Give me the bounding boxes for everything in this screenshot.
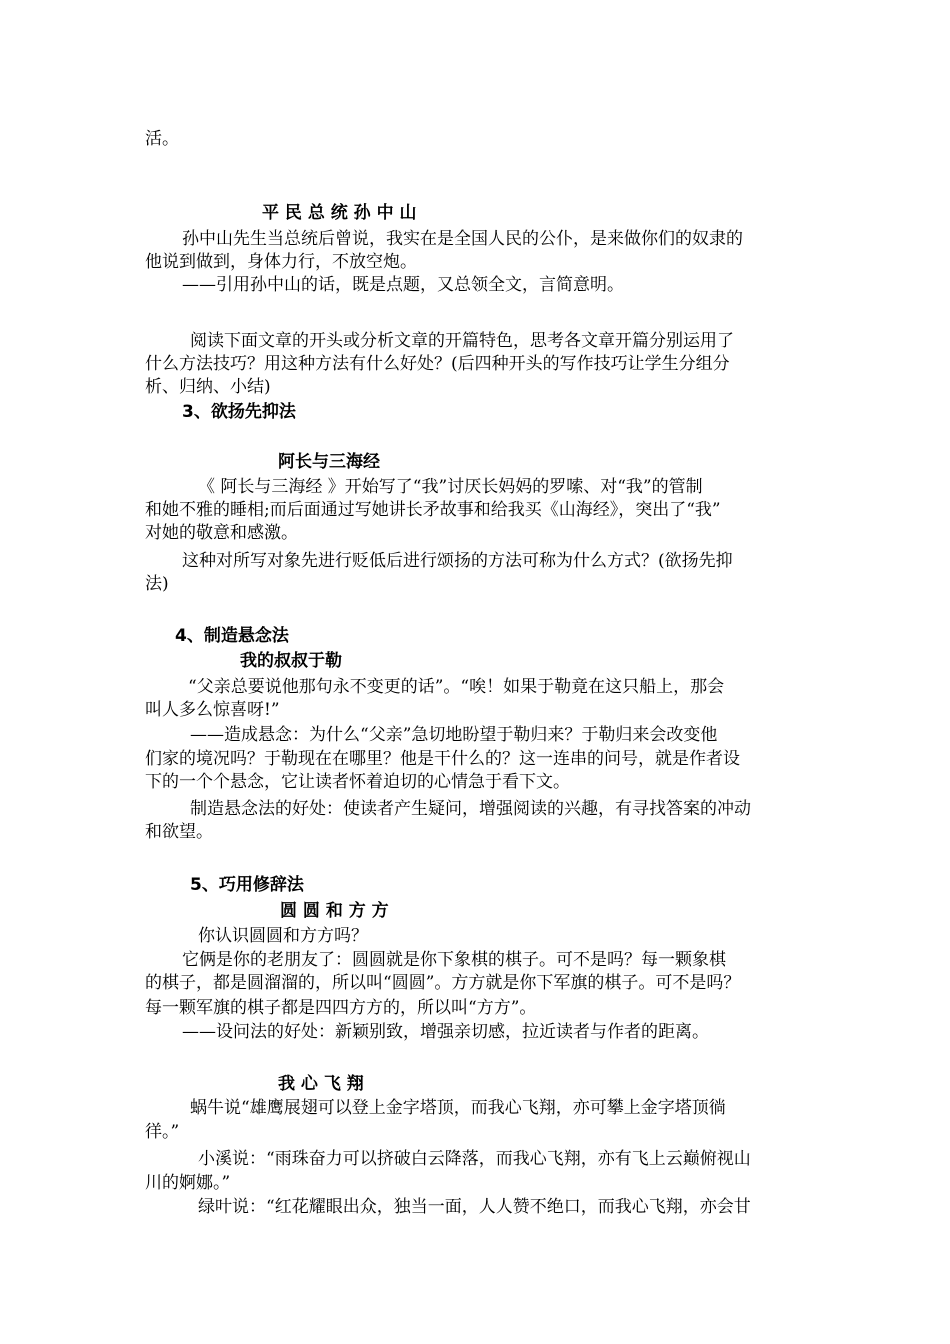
section-5-note: ——设问法的好处：新颖别致，增强亲切感，拉近读者与作者的距离。 — [182, 1022, 709, 1042]
section-5-title-1: 圆 圆 和 方 方 — [280, 901, 389, 921]
section-5-line: 的棋子，都是圆溜溜的，所以叫“圆圆”。方方就是你下军旗的棋子。可不是吗？ — [145, 973, 741, 993]
section-3-paragraph-line: 和她不雅的睡相;而后面通过写她讲长矛故事和给我买《山海经》，突出了“我” — [145, 500, 721, 520]
section-5-heading: 5、巧用修辞法 — [190, 875, 304, 895]
task-line: 析、归纳、小结) — [145, 377, 271, 397]
section-3-question-line: 这种对所写对象先进行贬低后进行颂扬的方法可称为什么方式？(欲扬先抑 — [182, 551, 733, 571]
section-5-line: 每一颗军旗的棋子都是四四方方的，所以叫“方方”。 — [145, 998, 537, 1018]
section-5-title-2: 我 心 飞 翔 — [278, 1074, 364, 1094]
section-4-analysis-line: 下的一个个悬念，它让读者怀着迫切的心情急于看下文。 — [145, 772, 570, 792]
section-4-benefit-line: 制造悬念法的好处：使读者产生疑问，增强阅读的兴趣，有寻找答案的冲动 — [190, 799, 751, 819]
section-5-line: 它俩是你的老朋友了：圆圆就是你下象棋的棋子。可不是吗？每一颗象棋 — [182, 950, 726, 970]
section-4-quote-line: “父亲总要说他那句永不变更的话”。“唉！如果于勒竟在这只船上，那会 — [188, 677, 725, 697]
section-5-snail-line: 徉。” — [145, 1122, 180, 1142]
section-3-question-line: 法) — [145, 574, 169, 594]
section-5-leaf-line: 绿叶说：“红花耀眼出众，独当一面，人人赞不绝口，而我心飞翔，亦会甘 — [198, 1197, 751, 1217]
sun-paragraph-line: 他说到做到，身体力行，不放空炮。 — [145, 252, 417, 272]
section-4-heading: 4、制造悬念法 — [175, 626, 289, 646]
section-4-analysis-line: ——造成悬念：为什么“父亲”急切地盼望于勒归来？于勒归来会改变他 — [190, 725, 718, 745]
section-5-stream-line: 小溪说：“雨珠奋力可以挤破白云降落，而我心飞翔，亦有飞上云巅俯视山 — [198, 1149, 751, 1169]
section-4-benefit-line: 和欲望。 — [145, 822, 213, 842]
sun-paragraph-line: 孙中山先生当总统后曾说，我实在是全国人民的公仆，是来做你们的奴隶的 — [182, 229, 743, 249]
section-3-paragraph-line: 《 阿长与三海经 》开始写了“我”讨厌长妈妈的罗嗦、对“我”的管制 — [198, 477, 703, 497]
task-line: 阅读下面文章的开头或分析文章的开篇特色，思考各文章开篇分别运用了 — [190, 331, 734, 351]
sun-note: ——引用孙中山的话，既是点题，又总领全文，言简意明。 — [182, 275, 624, 295]
task-line: 什么方法技巧？用这种方法有什么好处？(后四种开头的写作技巧让学生分组分 — [145, 354, 730, 374]
section-4-quote-line: 叫人多么惊喜呀!” — [145, 700, 280, 720]
sun-title: 平 民 总 统 孙 中 山 — [262, 203, 417, 223]
section-5-stream-line: 川的婀娜。” — [145, 1173, 231, 1193]
section-5-snail-line: 蜗牛说“雄鹰展翅可以登上金字塔顶，而我心飞翔，亦可攀上金字塔顶徜 — [190, 1098, 726, 1118]
intro-tail-text: 活。 — [145, 129, 179, 149]
section-4-analysis-line: 们家的境况吗？于勒现在在哪里？他是干什么的？这一连串的问号，就是作者设 — [145, 749, 740, 769]
section-3-paragraph-line: 对她的敬意和感激。 — [145, 523, 298, 543]
section-4-title: 我的叔叔于勒 — [240, 651, 342, 671]
section-3-heading: 3、欲扬先抑法 — [182, 402, 296, 422]
section-3-title: 阿长与三海经 — [278, 452, 380, 472]
section-5-line: 你认识圆圆和方方吗？ — [198, 926, 368, 946]
